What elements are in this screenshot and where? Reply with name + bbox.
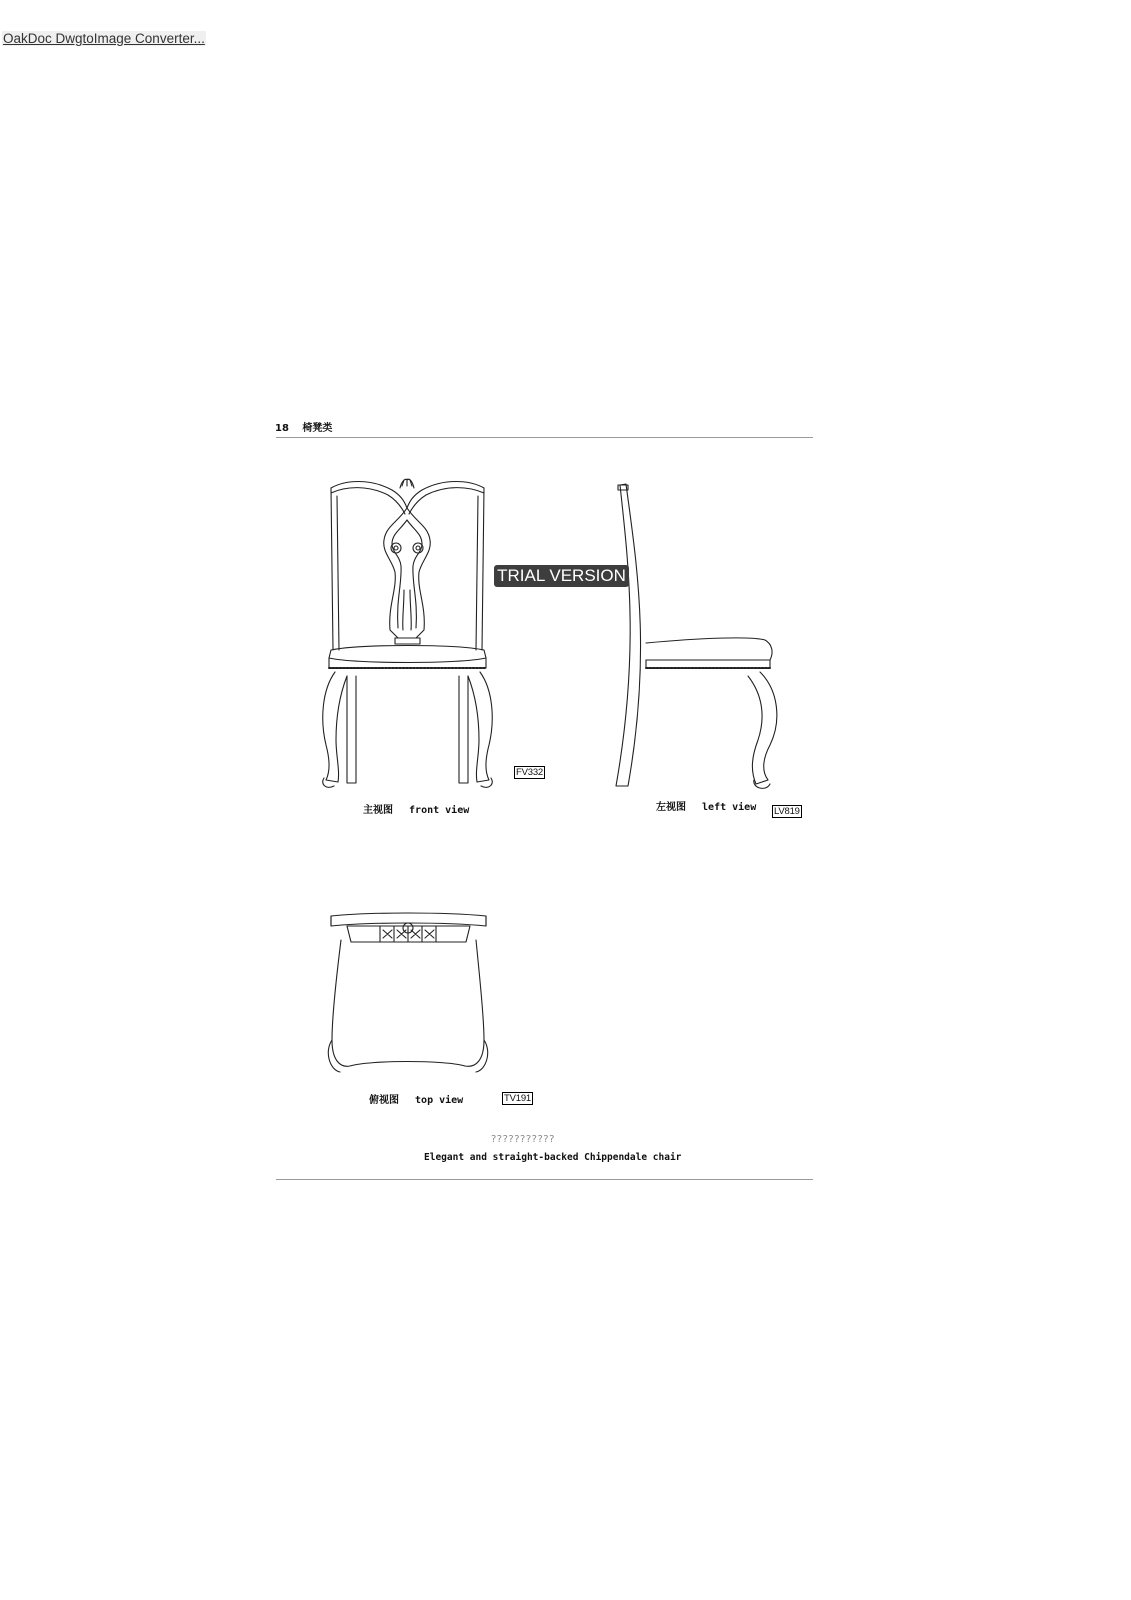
left-view-drawing	[616, 484, 777, 788]
front-view-drawing	[323, 479, 493, 787]
left-view-label-cn: 左视图	[656, 802, 686, 813]
front-view-label-en: front view	[409, 805, 470, 816]
left-view-tag: LV819	[774, 806, 800, 817]
top-view-drawing	[328, 913, 487, 1072]
front-view-label-cn: 主视图	[363, 805, 393, 816]
top-view-label-cn: 俯视图	[369, 1095, 399, 1106]
page-number: 18	[275, 423, 289, 434]
front-view-label	[363, 801, 469, 816]
caption-cn: ???????????	[491, 1134, 555, 1145]
left-view-label-en: left view	[702, 802, 757, 813]
caption-en: Elegant and straight-backed Chippendale chair	[424, 1152, 682, 1163]
page-category: 椅凳类	[302, 423, 333, 434]
top-view-tag: TV191	[504, 1093, 531, 1104]
front-view-tag: FV332	[516, 767, 543, 778]
top-view-label	[369, 1091, 463, 1106]
top-view-label-en: top view	[415, 1095, 464, 1106]
footer-rule	[276, 1179, 813, 1180]
converter-link[interactable]: OakDoc DwgtoImage Converter...	[3, 31, 205, 46]
trial-watermark: TRIAL VERSION	[494, 565, 629, 587]
left-view-label	[656, 798, 756, 813]
